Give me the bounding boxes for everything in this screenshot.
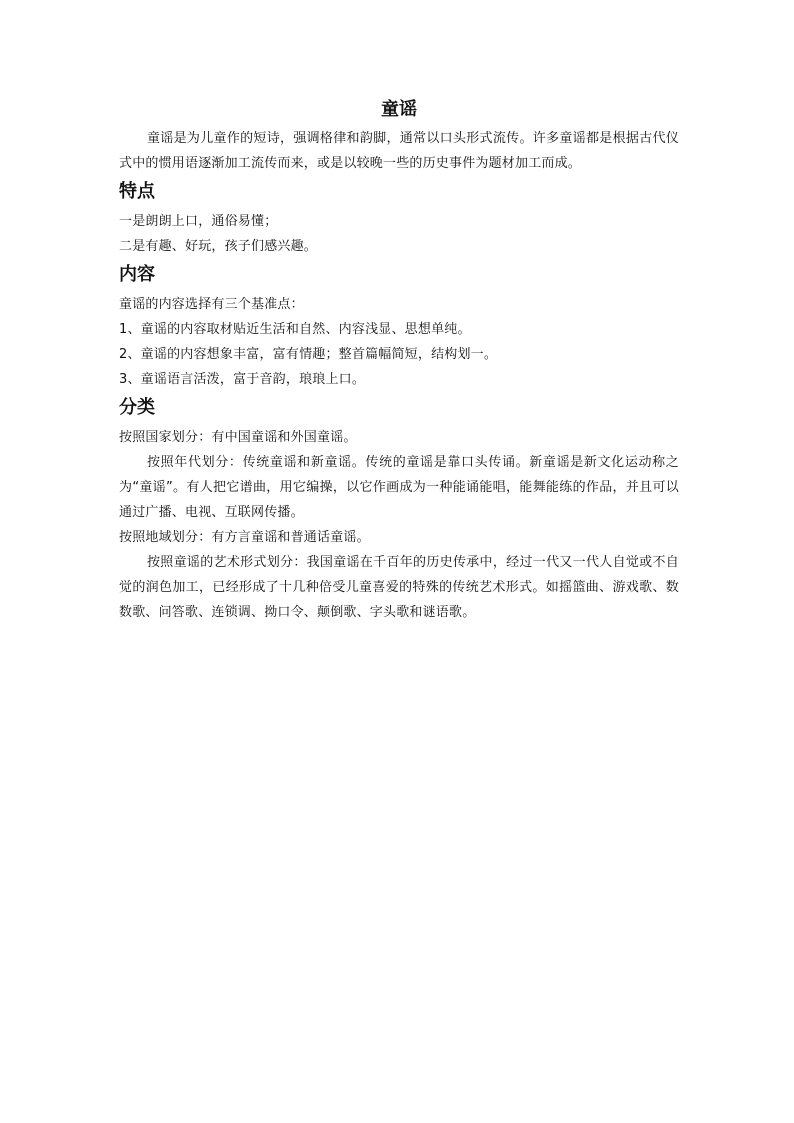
content-line-4: 3、童谣语言活泼，富于音韵，琅琅上口。 xyxy=(119,372,366,387)
intro-paragraph: 童谣是为儿童作的短诗，强调格律和韵脚，通常以口头形式流传。许多童谣都是根据古代仪式中的惯用语逐渐加工流传而来，或是以较晚一些的历史事件为题材加工而成。 xyxy=(119,131,679,171)
features-line-2: 二是有趣、好玩，孩子们感兴趣。 xyxy=(119,239,318,254)
section-heading-features: 特点 xyxy=(119,181,155,202)
content-line-3: 2、童谣的内容想象丰富，富有情趣；整首篇幅简短，结构划一。 xyxy=(119,347,498,362)
classification-by-country: 按照国家划分：有中国童谣和外国童谣。 xyxy=(119,430,357,445)
section-heading-classification: 分类 xyxy=(119,397,155,418)
document-title: 童谣 xyxy=(381,99,417,120)
classification-by-region: 按照地域划分：有方言童谣和普通话童谣。 xyxy=(119,530,370,545)
document-body xyxy=(119,96,679,625)
content-line-2: 1、童谣的内容取材贴近生活和自然、内容浅显、思想单纯。 xyxy=(119,322,471,337)
features-line-1: 一是朗朗上口，通俗易懂； xyxy=(119,214,278,229)
classification-by-art-form: 按照童谣的艺术形式划分：我国童谣在千百年的历史传承中，经过一代又一代人自觉或不自觉的润色加工，已经形成了十几种倍受儿童喜爱的特殊的传统艺术形式。如摇篮曲、游戏歌、数数歌、问答歌、连锁调、拗口令、颠倒歌、字头歌和谜语歌。 xyxy=(119,555,679,620)
classification-by-era: 按照年代划分：传统童谣和新童谣。传统的童谣是靠口头传诵。新童谣是新文化运动称之为“童谣”。有人把它谱曲，用它编操，以它作画成为一种能诵能唱，能舞能练的作品，并且可以通过广播、电视、互联网传播。 xyxy=(119,455,679,520)
section-heading-content: 内容 xyxy=(119,264,155,285)
content-line-1: 童谣的内容选择有三个基准点： xyxy=(119,297,304,312)
